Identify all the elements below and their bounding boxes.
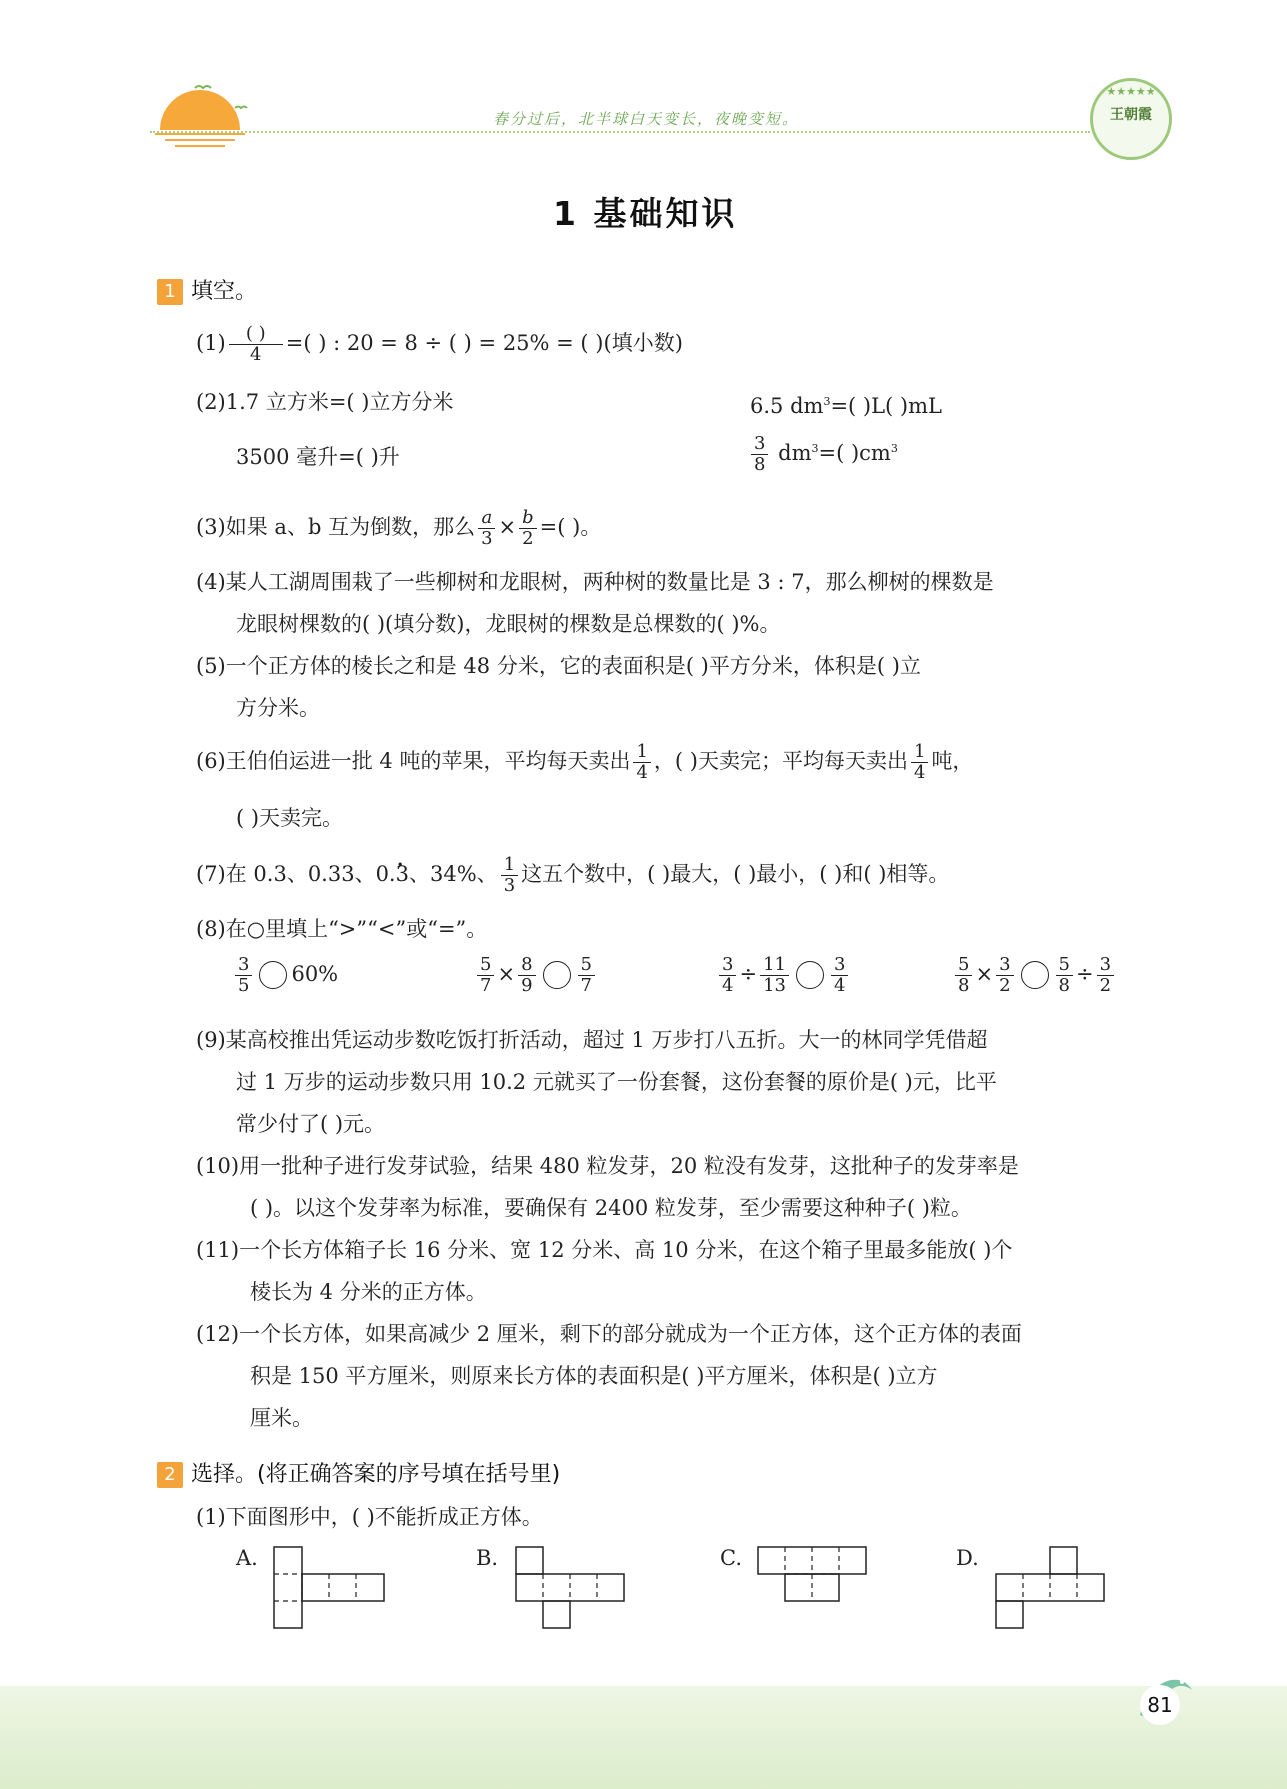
option-c-label: C.: [720, 1546, 742, 1570]
q9-line2: 过 1 万步的运动步数只用 10.2 元就买了一份套餐，这份套餐的原价是( )元，比平: [236, 1070, 997, 1094]
compare-circle[interactable]: [796, 961, 824, 989]
header-divider: [150, 131, 1090, 133]
q5-line2: 方分米。: [236, 696, 320, 720]
q6-line1: (6)王伯伯运进一批 4 吨的苹果，平均每天卖出 $\frac{1}{4}$ ，( )天卖完；平均每天卖出 $\frac{1}{4}$ 吨，: [196, 741, 974, 783]
brand-logo-text: 王朝霞: [1110, 107, 1152, 123]
q2-a: (2)1.7 立方米=( )立方分米: [196, 390, 454, 414]
q8-item4: $\frac{5}{8}$ × $\frac{3}{2}$ $\frac{5}{8}$ ÷ $\frac{3}{2}$: [952, 955, 1117, 996]
star-icons: ★★★★★: [1106, 85, 1156, 98]
q12-line2: 积是 150 平方厘米，则原来长方体的表面积是( )平方厘米，体积是( )立方: [250, 1364, 938, 1388]
q4-line2: 龙眼树棵数的( )(填分数)，龙眼树的棵数是总棵数的( )%。: [236, 612, 781, 636]
section1-number: 1: [157, 279, 183, 305]
sun-logo: [150, 78, 260, 153]
compare-circle[interactable]: [259, 961, 287, 989]
q1-number: (1): [196, 330, 226, 355]
q2-b: 6.5 $dm^3=$( )L( )mL: [750, 394, 942, 418]
header-tip: 春分过后，北半球白天变长，夜晚变短。: [493, 110, 800, 128]
section2-label: 选择。(将正确答案的序号填在括号里): [191, 1462, 561, 1487]
page-number: 81: [1140, 1685, 1180, 1725]
s2-q1: (1)下面图形中，( )不能折成正方体。: [196, 1505, 543, 1529]
section1-label: 填空。: [191, 279, 258, 304]
q11-line2: 棱长为 4 分米的正方体。: [250, 1280, 487, 1304]
option-d-label: D.: [956, 1546, 979, 1570]
cube-net-a: [272, 1545, 388, 1630]
q1-fraction: $\frac{( )}{4}$: [229, 324, 283, 365]
q11-line1: (11)一个长方体箱子长 16 分米、宽 12 分米、高 10 分米，在这个箱子里最多能放( )个: [196, 1238, 1013, 1262]
q4-line1: (4)某人工湖周围栽了一些柳树和龙眼树，两种树的数量比是 3 : 7，那么柳树的棵数是: [196, 570, 994, 594]
compare-circle[interactable]: [543, 961, 571, 989]
brand-badge: [1090, 78, 1172, 160]
q12-line1: (12)一个长方体，如果高减少 2 厘米，剩下的部分就成为一个正方体，这个正方体的表面: [196, 1322, 1022, 1346]
q8-label: (8)在○里填上“>”“<”或“=”。: [196, 917, 488, 941]
section2-heading: [157, 1457, 560, 1488]
q9-line3: 常少付了( )元。: [236, 1112, 386, 1136]
q2-c: 3500 毫升=( )升: [236, 445, 400, 469]
cube-net-b: [514, 1545, 630, 1630]
q9-line1: (9)某高校推出凭运动步数吃饭打折活动，超过 1 万步打八五折。大一的林同学凭借超: [196, 1028, 988, 1052]
option-a-label: A.: [236, 1546, 258, 1570]
q6-line2: ( )天卖完。: [236, 806, 344, 830]
q10-line1: (10)用一批种子进行发芽试验，结果 480 粒发芽，20 粒没有发芽，这批种子的发芽率是: [196, 1154, 1019, 1178]
compare-circle[interactable]: [1021, 961, 1049, 989]
q10-line2: ( )。以这个发芽率为标准，要确保有 2400 粒发芽，至少需要这种种子( )粒。: [250, 1196, 972, 1220]
q3: (3)如果 a、b 互为倒数，那么 $\frac{a}{3}$ × $\frac{b}{2}$ =( )。: [196, 507, 602, 549]
page-title: 1 基础知识: [553, 194, 738, 233]
q1-text: =( ) : 20 = 8 ÷ ( ) = 25% = ( )(填小数): [285, 330, 683, 355]
q5-line1: (5)一个正方体的棱长之和是 48 分米，它的表面积是( )平方分米，体积是( )立: [196, 654, 921, 678]
q12-line3: 厘米。: [250, 1406, 313, 1430]
q8-item2: $\frac{5}{7}$ × $\frac{8}{9}$ $\frac{5}{7}$: [474, 955, 598, 996]
footer-band: [0, 1686, 1287, 1789]
cube-net-d: [994, 1545, 1110, 1630]
q2-d: $\frac{3}{8}$ $dm^3=$( )$cm^3$: [748, 432, 898, 475]
q7: (7)在 0.3、0.33、0.• 3、34%、 $\frac{1}{3}$ 这五个数中，( )最大，( )最小，( )和( )相等。: [196, 855, 949, 896]
q1: [196, 324, 683, 365]
section1-heading: [157, 274, 257, 305]
q8-item3: $\frac{3}{4}$ ÷ $\frac{11}{13}$ $\frac{3}{4}$: [716, 955, 851, 996]
section2-number: 2: [157, 1462, 183, 1488]
q8-item1: $\frac{3}{5}$ 60%: [232, 955, 338, 996]
option-b-label: B.: [476, 1546, 499, 1570]
cube-net-c: [756, 1545, 872, 1630]
